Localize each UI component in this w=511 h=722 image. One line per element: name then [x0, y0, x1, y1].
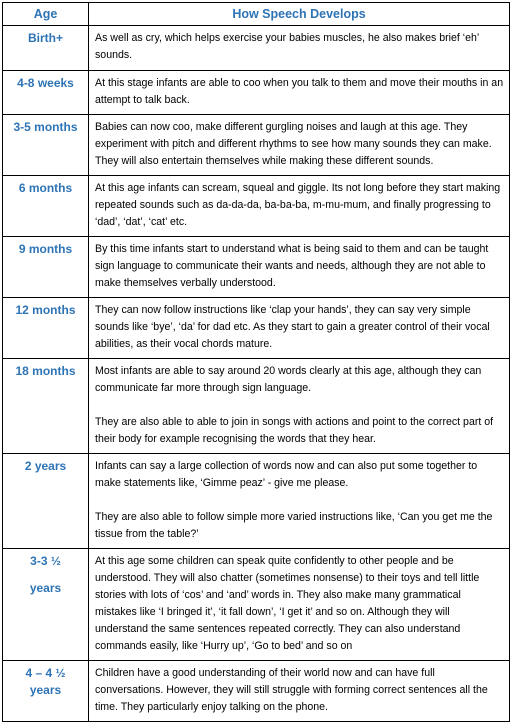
age-cell: [3, 115, 89, 176]
age-cell: [3, 176, 89, 237]
age-label: Birth+: [27, 31, 63, 45]
development-column-header: How Speech Develops: [89, 3, 510, 26]
table-row: [3, 115, 510, 176]
age-label: years: [29, 683, 62, 697]
description-cell: [89, 176, 510, 237]
age-label: 4 – 4 ½: [25, 666, 66, 680]
table-row: [3, 454, 510, 549]
description-cell: [89, 26, 510, 71]
table-row: [3, 237, 510, 298]
age-label: 3-3 ½: [30, 554, 61, 568]
table-row: [3, 26, 510, 71]
description-text: They are also able to follow simple more varied instructions like, ‘Can you get me the tissue from the table?’: [95, 511, 493, 540]
age-label: 4-8 weeks: [17, 76, 74, 90]
age-cell: [3, 26, 89, 71]
description-text: Children have a good understanding of their world now and can have full conversations. However, they will still struggle with forming correct sentences all the time. They particularly enjoy talking on the phone.: [95, 667, 488, 713]
age-label: 12 months: [15, 303, 76, 317]
age-cell: [3, 661, 89, 722]
description-cell: [89, 298, 510, 359]
age-label: 3-5 months: [13, 120, 78, 134]
age-cell: [3, 237, 89, 298]
description-cell: [89, 549, 510, 661]
table-row: [3, 71, 510, 115]
description-cell: [89, 71, 510, 115]
description-text: As well as cry, which helps exercise your babies muscles, he also makes brief ‘eh’ sounds.: [95, 32, 479, 61]
description-text: Infants can say a large collection of words now and can also put some together to make statements like, ‘Gimme peaz’ - give me please.: [95, 460, 478, 489]
speech-development-table: [2, 2, 510, 722]
age-cell: [3, 454, 89, 549]
description-text: At this stage infants are able to coo when you talk to them and move their mouths in an attempt to talk back.: [95, 77, 504, 106]
age-label: 2 years: [24, 459, 67, 473]
description-cell: [89, 359, 510, 454]
table-row: [3, 176, 510, 237]
description-cell: [89, 661, 510, 722]
description-text: At this age some children can speak quite confidently to other people and be understood. They will also chatter (sometimes nonsense) to their toys and tell little stories with lots of ‘cos’ and ‘and’ words in. They also make many grammatical mistakes like ‘I bringed it’, ‘it fall down’, ‘I get it’ and so on. Although they will understand the same sentences repeated correctly. They can also understand commands easily, like ‘Hurry up’, ‘Go to bed’ and so on: [95, 555, 480, 652]
description-cell: [89, 115, 510, 176]
age-cell: [3, 549, 89, 661]
header-row: [3, 3, 510, 26]
description-text: Babies can now coo, make different gurgling noises and laugh at this age. They experiment with pitch and different rhythms to see how many sounds they can make. They will also entertain themselves while making these different sounds.: [95, 121, 492, 167]
description-cell: [89, 237, 510, 298]
table-row: [3, 549, 510, 661]
age-cell: [3, 359, 89, 454]
age-label: 9 months: [18, 242, 73, 256]
age-label: 18 months: [15, 364, 76, 378]
age-label: years: [29, 581, 62, 595]
description-text: At this age infants can scream, squeal and giggle. Its not long before they start making repeated sounds such as da-da-da, ba-ba-ba, m-mu-mum, and finally progressing to ‘dad’, ‘dat’, ‘cat’ etc.: [95, 182, 501, 228]
age-cell: [3, 298, 89, 359]
table-row: [3, 661, 510, 722]
age-cell: [3, 71, 89, 115]
age-column-header: Age: [3, 3, 89, 26]
description-text: Most infants are able to say around 20 words clearly at this age, although they can communicate far more through sign language.: [95, 365, 482, 394]
description-text: They can now follow instructions like ‘clap your hands’, they can say very simple sounds like ‘bye’, ‘da’ for dad etc. As they start to gain a greater control of their vocal abilities, as their vocal chords mature.: [95, 304, 490, 350]
description-cell: [89, 454, 510, 549]
age-label: 6 months: [18, 181, 73, 195]
description-text: They are also able to able to join in songs with actions and point to the correct part of their body for example recognising the words that they hear.: [95, 416, 494, 445]
table-row: [3, 359, 510, 454]
table-row: [3, 298, 510, 359]
description-text: By this time infants start to understand what is being said to them and can be taught sign language to communicate their wants and needs, although they are not able to make themselves verbally understood.: [95, 243, 489, 289]
